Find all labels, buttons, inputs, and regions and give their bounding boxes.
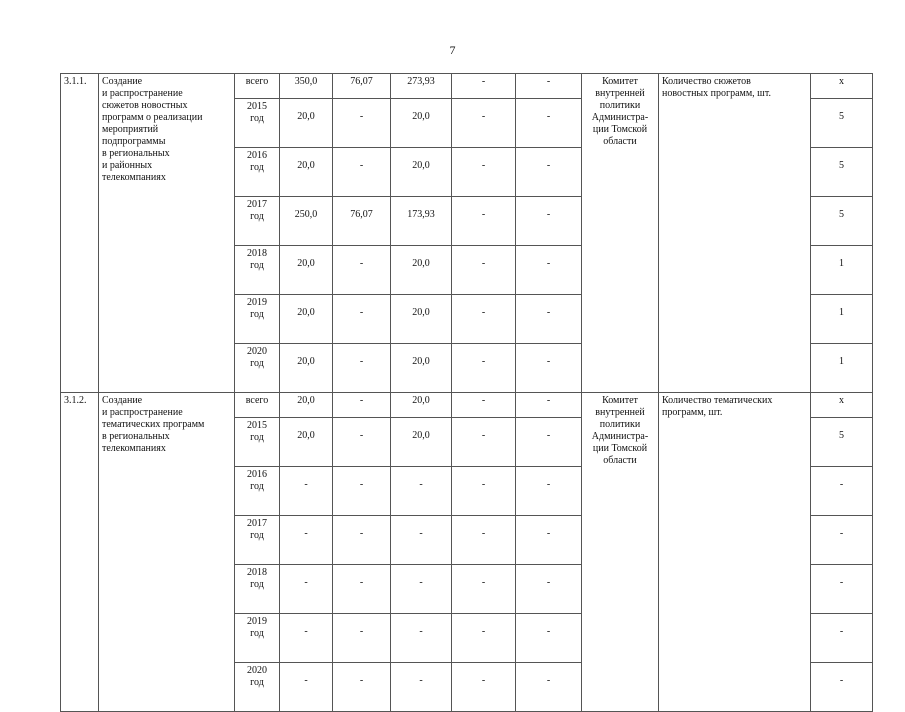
indicator-value-cell: х	[811, 393, 873, 418]
funding-regional-cell: 173,93	[391, 197, 452, 246]
indicator-value-cell: 5	[811, 418, 873, 467]
funding-total-cell: 20,0	[280, 295, 333, 344]
funding-federal-cell: 76,07	[333, 197, 391, 246]
funding-total-cell: 20,0	[280, 99, 333, 148]
indicator-value-cell: 5	[811, 197, 873, 246]
funding-other-cell: -	[516, 393, 582, 418]
indicator-name-cell: Количество сюжетов новостных программ, шт.	[659, 74, 811, 393]
funding-regional-cell: -	[391, 565, 452, 614]
item-number: 3.1.1.	[61, 74, 99, 393]
period-cell: 2017 год	[235, 197, 280, 246]
item-title: Создание и распространение сюжетов новостных программ о реализации мероприятий подпрограммы в региональных и районных телекомпаниях	[99, 74, 235, 393]
funding-total-cell: 20,0	[280, 148, 333, 197]
indicator-value-cell: -	[811, 467, 873, 516]
funding-federal-cell: -	[333, 467, 391, 516]
funding-other-cell: -	[516, 565, 582, 614]
item-number: 3.1.2.	[61, 393, 99, 712]
funding-federal-cell: -	[333, 148, 391, 197]
funding-federal-cell: -	[333, 663, 391, 712]
indicator-value-cell: -	[811, 614, 873, 663]
indicator-value-cell: х	[811, 74, 873, 99]
period-cell: всего	[235, 74, 280, 99]
funding-regional-cell: -	[391, 467, 452, 516]
period-cell: всего	[235, 393, 280, 418]
funding-local-cell: -	[452, 565, 516, 614]
funding-regional-cell: 20,0	[391, 344, 452, 393]
executor-cell: Комитет внутренней политики Администра- ции Томской области	[582, 393, 659, 712]
funding-total-cell: 20,0	[280, 246, 333, 295]
table-row	[61, 393, 873, 418]
funding-federal-cell: -	[333, 246, 391, 295]
indicator-value-cell: -	[811, 516, 873, 565]
funding-other-cell: -	[516, 295, 582, 344]
funding-federal-cell: -	[333, 565, 391, 614]
funding-regional-cell: -	[391, 614, 452, 663]
funding-other-cell: -	[516, 99, 582, 148]
funding-other-cell: -	[516, 614, 582, 663]
funding-regional-cell: 20,0	[391, 99, 452, 148]
funding-local-cell: -	[452, 516, 516, 565]
funding-local-cell: -	[452, 663, 516, 712]
period-cell: 2020 год	[235, 663, 280, 712]
funding-regional-cell: 20,0	[391, 393, 452, 418]
period-cell: 2019 год	[235, 614, 280, 663]
funding-federal-cell: -	[333, 344, 391, 393]
funding-total-cell: 20,0	[280, 418, 333, 467]
indicator-name-cell: Количество тематических программ, шт.	[659, 393, 811, 712]
funding-local-cell: -	[452, 393, 516, 418]
funding-other-cell: -	[516, 197, 582, 246]
indicator-value-cell: 5	[811, 99, 873, 148]
funding-other-cell: -	[516, 246, 582, 295]
funding-local-cell: -	[452, 74, 516, 99]
funding-other-cell: -	[516, 74, 582, 99]
period-cell: 2018 год	[235, 246, 280, 295]
funding-federal-cell: -	[333, 99, 391, 148]
funding-local-cell: -	[452, 197, 516, 246]
funding-regional-cell: 20,0	[391, 246, 452, 295]
funding-local-cell: -	[452, 148, 516, 197]
funding-total-cell: -	[280, 467, 333, 516]
funding-total-cell: -	[280, 516, 333, 565]
period-cell: 2015 год	[235, 418, 280, 467]
funding-local-cell: -	[452, 614, 516, 663]
funding-total-cell: 20,0	[280, 344, 333, 393]
funding-other-cell: -	[516, 467, 582, 516]
indicator-value-cell: 1	[811, 295, 873, 344]
funding-federal-cell: -	[333, 295, 391, 344]
funding-total-cell: -	[280, 614, 333, 663]
period-cell: 2016 год	[235, 148, 280, 197]
indicator-value-cell: 5	[811, 148, 873, 197]
executor-cell: Комитет внутренней политики Администра- ции Томской области	[582, 74, 659, 393]
indicator-value-cell: 1	[811, 344, 873, 393]
period-cell: 2017 год	[235, 516, 280, 565]
item-title: Создание и распространение тематических программ в региональных телекомпаниях	[99, 393, 235, 712]
funding-federal-cell: -	[333, 393, 391, 418]
funding-other-cell: -	[516, 344, 582, 393]
table-row	[61, 74, 873, 99]
period-cell: 2015 год	[235, 99, 280, 148]
funding-federal-cell: 76,07	[333, 74, 391, 99]
funding-local-cell: -	[452, 467, 516, 516]
funding-other-cell: -	[516, 418, 582, 467]
funding-regional-cell: 20,0	[391, 295, 452, 344]
indicator-value-cell: -	[811, 565, 873, 614]
funding-total-cell: 20,0	[280, 393, 333, 418]
funding-total-cell: -	[280, 565, 333, 614]
funding-local-cell: -	[452, 344, 516, 393]
funding-federal-cell: -	[333, 614, 391, 663]
period-cell: 2019 год	[235, 295, 280, 344]
period-cell: 2020 год	[235, 344, 280, 393]
period-cell: 2016 год	[235, 467, 280, 516]
funding-total-cell: 250,0	[280, 197, 333, 246]
funding-local-cell: -	[452, 246, 516, 295]
funding-total-cell: -	[280, 663, 333, 712]
funding-local-cell: -	[452, 295, 516, 344]
funding-regional-cell: 273,93	[391, 74, 452, 99]
funding-local-cell: -	[452, 99, 516, 148]
funding-regional-cell: -	[391, 663, 452, 712]
funding-other-cell: -	[516, 516, 582, 565]
funding-other-cell: -	[516, 663, 582, 712]
indicator-value-cell: -	[811, 663, 873, 712]
funding-federal-cell: -	[333, 516, 391, 565]
funding-other-cell: -	[516, 148, 582, 197]
period-cell: 2018 год	[235, 565, 280, 614]
indicator-value-cell: 1	[811, 246, 873, 295]
funding-regional-cell: 20,0	[391, 148, 452, 197]
funding-regional-cell: -	[391, 516, 452, 565]
funding-local-cell: -	[452, 418, 516, 467]
page-number: 7	[449, 43, 456, 57]
program-table	[60, 73, 873, 712]
funding-federal-cell: -	[333, 418, 391, 467]
funding-regional-cell: 20,0	[391, 418, 452, 467]
funding-total-cell: 350,0	[280, 74, 333, 99]
